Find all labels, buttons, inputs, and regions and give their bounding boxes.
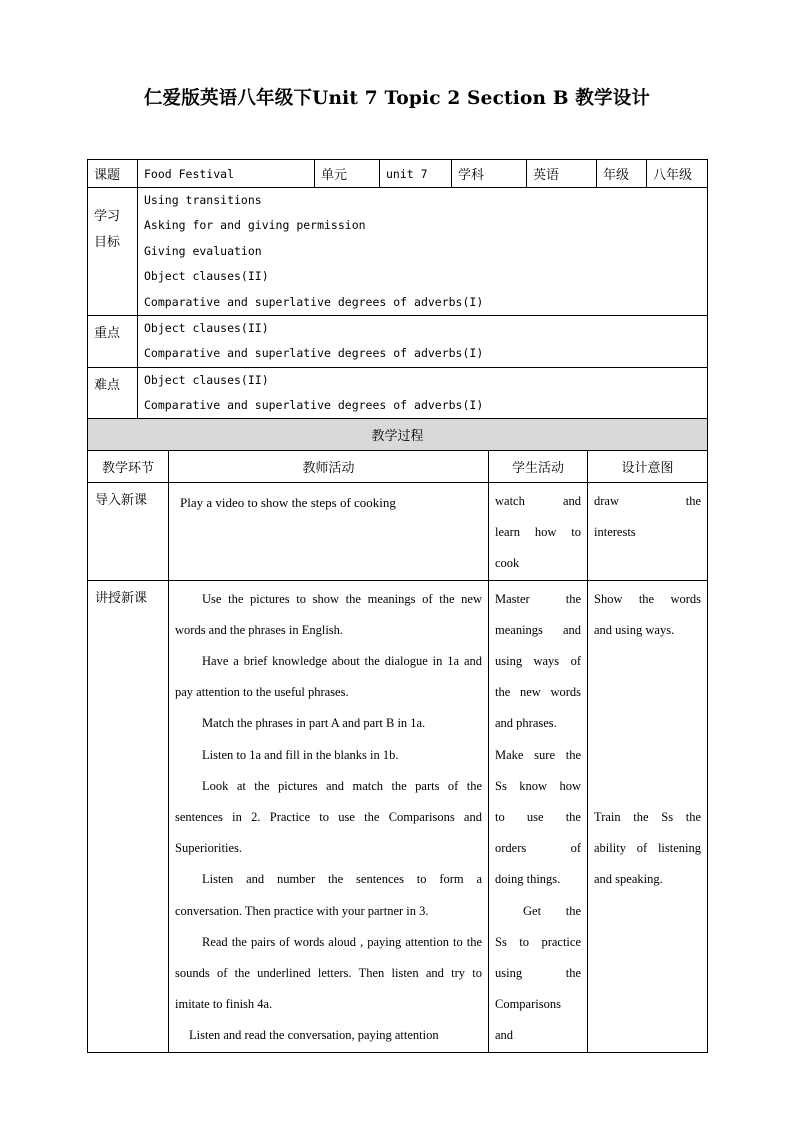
student-line: cook [495, 556, 520, 571]
info-row [88, 160, 708, 188]
intent-line: and using ways. [594, 622, 675, 637]
teacher-cell [169, 483, 489, 581]
student-line: the new words [495, 685, 581, 700]
key-point-item: Object clauses(II) [144, 321, 269, 335]
student-line: learn how to [495, 525, 581, 540]
header-intent: 设计意图 [588, 451, 708, 483]
difficulties-row [88, 367, 708, 419]
student-line: to use the [495, 810, 581, 825]
teacher-activity: Listen and read the conversation, paying attention [189, 1028, 439, 1043]
process-band: 教学过程 [88, 419, 708, 451]
objective-item: Asking for and giving permission [144, 218, 366, 233]
key-points-label: 重点 [88, 316, 138, 368]
student-cell [489, 483, 588, 581]
intent-cell [588, 483, 708, 581]
header-student: 学生活动 [489, 451, 588, 483]
process-row-new-lesson [88, 580, 708, 1052]
key-points-row [88, 316, 708, 368]
teacher-activity: Read the pairs of words aloud , paying attention to the sounds of the underlined letters. Then listen and try to imitate to finish 4a. [175, 934, 482, 1012]
grade-value: 八年级 [647, 160, 708, 188]
student-line: watch and [495, 494, 581, 508]
intent-spacer [594, 677, 701, 708]
objective-item: Comparative and superlative degrees of adverbs(I) [144, 294, 484, 309]
teacher-activity: Play a video to show the steps of cooking [180, 495, 396, 510]
process-header-row [88, 451, 708, 483]
student-line: Get the [523, 903, 581, 918]
info-table [87, 159, 708, 420]
objectives-row [88, 188, 708, 316]
student-line: and [495, 1028, 514, 1043]
intent-line: interests [594, 525, 636, 540]
student-line: and phrases. [495, 716, 557, 731]
teacher-activity: Match the phrases in part A and part B in 1a. [202, 716, 426, 731]
header-stage: 教学环节 [88, 451, 169, 483]
grade-label: 年级 [597, 160, 647, 188]
intent-line: draw the [594, 494, 702, 508]
intent-line: Train the Ss the [594, 809, 702, 824]
objective-item: Using transitions [144, 193, 262, 208]
key-point-item: Comparative and superlative degrees of adverbs(I) [144, 346, 484, 361]
intent-line: ability of listening [594, 841, 702, 856]
objectives-label-line2: 目标 [94, 235, 121, 250]
teacher-activity: Look at the pictures and match the parts of the sentences in 2. Practice to use the Comparisons and Superiorities. [175, 778, 482, 856]
objective-item: Giving evaluation [144, 243, 262, 258]
teacher-activity: Listen to 1a and fill in the blanks in 1b. [202, 747, 399, 762]
topic-value: Food Festival [138, 160, 315, 188]
objectives-label [88, 188, 138, 316]
teacher-activity: Listen and number the sentences to form a conversation. Then practice with your partner in 3. [175, 872, 482, 918]
student-cell [489, 580, 588, 1052]
student-line: Comparisons [495, 997, 561, 1012]
intent-cell [588, 580, 708, 1052]
student-line: Master the [495, 591, 581, 606]
intent-spacer [594, 708, 701, 739]
objectives-label-line1: 学习 [94, 209, 121, 224]
teacher-activity: Have a brief knowledge about the dialogue in 1a and pay attention to the useful phrases. [175, 654, 482, 700]
student-line: doing things. [495, 872, 561, 887]
intent-spacer [594, 740, 701, 771]
intent-line: and speaking. [594, 872, 663, 887]
key-points-list [138, 316, 708, 368]
student-line: using ways of [495, 654, 581, 669]
unit-label: 单元 [315, 160, 380, 188]
difficulties-list [138, 367, 708, 419]
topic-label: 课题 [88, 160, 138, 188]
student-line: orders of [495, 841, 581, 856]
student-line: using the [495, 966, 581, 981]
unit-value: unit 7 [380, 160, 452, 188]
header-teacher: 教师活动 [169, 451, 489, 483]
student-line: Ss to practice [495, 934, 581, 949]
student-line: Ss know how [495, 778, 581, 793]
teacher-activity: Use the pictures to show the meanings of the new words and the phrases in English. [175, 591, 482, 637]
objectives-list [138, 188, 708, 316]
difficulty-item: Comparative and superlative degrees of adverbs(I) [144, 398, 484, 413]
process-band-row [88, 419, 708, 451]
intent-spacer [594, 771, 701, 802]
intent-line: Show the words [594, 591, 702, 606]
objective-item: Object clauses(II) [144, 269, 269, 284]
subject-value: 英语 [527, 160, 597, 188]
difficulty-item: Object clauses(II) [144, 372, 269, 387]
student-line: meanings and [495, 622, 581, 637]
document-title: 仁爱版英语八年级下Unit 7 Topic 2 Section B 教学设计 [143, 88, 651, 109]
process-table [87, 418, 708, 1053]
stage-cell: 导入新课 [88, 483, 169, 581]
stage-cell: 讲授新课 [88, 580, 169, 1052]
teacher-cell [169, 580, 489, 1052]
subject-label: 学科 [452, 160, 527, 188]
student-line: Make sure the [495, 747, 581, 762]
difficulties-label: 难点 [88, 367, 138, 419]
process-row-intro [88, 483, 708, 581]
intent-spacer [594, 646, 701, 677]
